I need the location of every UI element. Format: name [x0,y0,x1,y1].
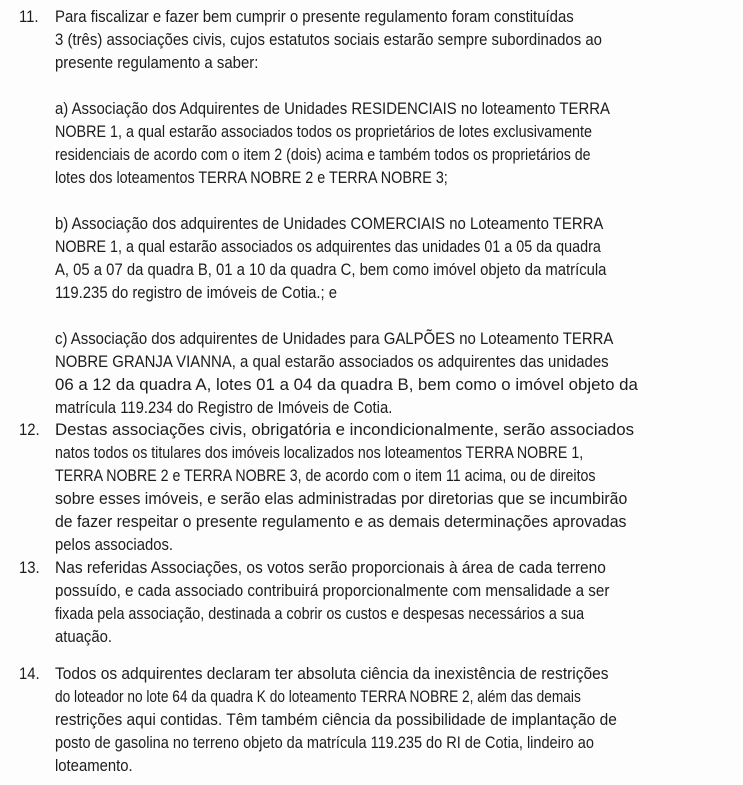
subclause-line: 06 a 12 da quadra A, lotes 01 a 04 da quadra B, bem como o imóvel objeto da [55,376,638,394]
clause-line: pelos associados. [55,536,174,554]
subclause-line: NOBRE 1, a qual estarão associados todos os proprietários de lotes exclusivamente [55,123,593,141]
clause-number: 14. [19,665,40,683]
subclause-line: A, 05 a 07 da quadra B, 01 a 10 da quadra C, bem como imóvel objeto da matrícula [55,261,607,279]
clause-line: de fazer respeitar o presente regulamento e as demais determinações aprovadas [55,513,627,531]
subclause-line: lotes dos loteamentos TERRA NOBRE 2 e TERRA NOBRE 3; [55,169,448,187]
clause-line: Nas referidas Associações, os votos serão proporcionais à área de cada terreno [55,559,606,577]
clause-line: fixada pela associação, destinada a cobrir os custos e despesas necessários a sua [55,605,585,623]
clause-line: Todos os adquirentes declaram ter absoluta ciência da inexistência de restrições [55,665,609,683]
clause-number: 11. [19,8,39,26]
clause-line: Para fiscalizar e fazer bem cumprir o presente regulamento foram constituídas [55,8,574,26]
subclause-line: b) Associação dos adquirentes de Unidades COMERCIAIS no Loteamento TERRA [55,215,604,233]
subclause-line: a) Associação dos Adquirentes de Unidades RESIDENCIAIS no loteamento TERRA [55,100,611,118]
subclause-line: residenciais de acordo com o item 2 (dois) acima e também todos os proprietários de [55,146,591,164]
clause-line: presente regulamento a saber: [55,54,259,72]
subclause-line: 119.235 do registro de imóveis de Cotia.; e [55,284,338,302]
clause-line: natos todos os titulares dos imóveis localizados nos loteamentos TERRA NOBRE 1, [55,444,584,462]
clause-line: sobre esses imóveis, e serão elas administradas por diretorias que se incumbirão [55,490,628,508]
clause-line: TERRA NOBRE 2 e TERRA NOBRE 3, de acordo com o item 11 acima, ou de direitos [55,467,596,485]
clause-line: 3 (três) associações civis, cujos estatutos sociais estarão sempre subordinados ao [55,31,602,49]
subclause-line: NOBRE 1, a qual estarão associados os adquirentes das unidades 01 a 05 da quadra [55,238,601,256]
clause-line: possuído, e cada associado contribuirá proporcionalmente com mensalidade a ser [55,582,610,600]
clause-line: restrições aqui contidas. Têm também ciência da possibilidade de implantação de [55,711,617,729]
clause-number: 13. [19,559,40,577]
clause-line: Destas associações civis, obrigatória e incondicionalmente, serão associados [55,421,635,439]
subclause-line: c) Associação dos adquirentes de Unidades para GALPÕES no Loteamento TERRA [55,330,614,348]
clause-line: atuação. [55,628,112,646]
subclause-line: matrícula 119.234 do Registro de Imóveis de Cotia. [55,399,393,417]
clause-number: 12. [19,421,40,439]
subclause-line: NOBRE GRANJA VIANNA, a qual estarão associados os adquirentes das unidades [55,353,609,371]
clause-line: posto de gasolina no terreno objeto da matrícula 119.235 do RI de Cotia, lindeiro ao [55,734,594,752]
clause-line: loteamento. [55,757,133,775]
clause-line: do loteador no lote 64 da quadra K do loteamento TERRA NOBRE 2, além das demais [55,688,581,706]
